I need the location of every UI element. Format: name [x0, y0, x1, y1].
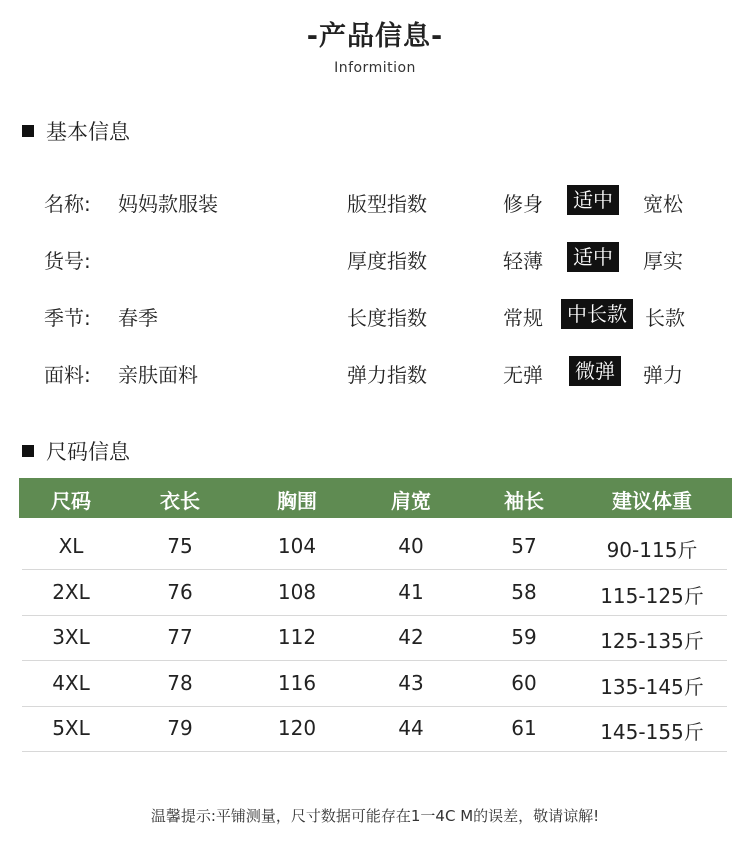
table-row — [22, 661, 727, 707]
column-header: 建议体重 — [612, 489, 692, 513]
table-cell: 58 — [511, 579, 537, 604]
size-info-heading — [22, 436, 130, 466]
table-cell: XL — [58, 534, 84, 558]
table-cell: 5XL — [52, 716, 90, 740]
table-cell: 75 — [167, 534, 193, 558]
info-row — [0, 182, 750, 222]
column-header: 胸围 — [277, 489, 317, 513]
index-option-selected: 适中 — [567, 185, 619, 215]
square-bullet-icon — [22, 445, 34, 457]
info-value: 亲肤面料 — [118, 363, 198, 387]
index-option-selected: 适中 — [567, 242, 619, 272]
index-option: 厚实 — [643, 249, 683, 273]
info-label: 名称: — [44, 192, 91, 216]
table-cell: 112 — [277, 625, 317, 649]
column-header: 肩宽 — [391, 489, 431, 513]
index-option: 长款 — [645, 306, 685, 330]
table-cell: 43 — [398, 670, 424, 695]
index-option: 宽松 — [643, 192, 683, 216]
table-cell: 57 — [511, 534, 537, 558]
table-cell: 3XL — [52, 625, 90, 649]
size-info-heading-text: 尺码信息 — [46, 440, 130, 464]
table-cell: 116 — [277, 670, 317, 695]
table-cell: 44 — [398, 716, 424, 740]
square-bullet-icon — [22, 125, 34, 137]
info-row — [0, 239, 750, 279]
index-option: 常规 — [503, 306, 543, 330]
table-cell: 40 — [398, 534, 424, 558]
table-cell: 104 — [277, 534, 317, 558]
info-label: 货号: — [44, 249, 91, 273]
table-cell: 125-135斤 — [600, 629, 704, 653]
table-cell: 120 — [277, 716, 317, 740]
basic-info-heading — [22, 116, 130, 146]
column-header: 袖长 — [504, 489, 544, 513]
table-cell: 78 — [167, 670, 193, 695]
info-label: 面料: — [44, 363, 91, 387]
table-cell: 135-145斤 — [600, 674, 704, 699]
info-value: 妈妈款服装 — [118, 192, 218, 216]
index-label: 版型指数 — [347, 192, 427, 216]
column-header: 衣长 — [160, 489, 200, 513]
table-row — [22, 570, 727, 616]
table-cell: 115-125斤 — [600, 583, 704, 608]
table-cell: 90-115斤 — [606, 538, 698, 562]
info-row — [0, 296, 750, 336]
index-option-selected: 微弹 — [569, 356, 621, 386]
index-option: 无弹 — [503, 363, 543, 387]
table-row — [22, 524, 727, 570]
info-row — [0, 353, 750, 393]
table-row — [22, 706, 727, 752]
table-cell: 108 — [277, 579, 317, 604]
index-option: 弹力 — [643, 363, 683, 387]
table-cell: 4XL — [52, 670, 90, 695]
table-cell: 59 — [511, 625, 537, 649]
index-option-selected: 中长款 — [561, 299, 633, 329]
index-label: 弹力指数 — [347, 363, 427, 387]
index-label: 长度指数 — [347, 306, 427, 330]
page-title: -产品信息- — [306, 21, 444, 52]
table-cell: 79 — [167, 716, 193, 740]
table-cell: 2XL — [52, 579, 90, 604]
info-value: 春季 — [118, 306, 158, 330]
table-row — [22, 615, 727, 661]
table-cell: 61 — [511, 716, 537, 740]
table-cell: 60 — [511, 670, 537, 695]
table-cell: 41 — [398, 579, 424, 604]
column-header: 尺码 — [51, 489, 91, 513]
info-label: 季节: — [44, 306, 91, 330]
table-cell: 42 — [398, 625, 424, 649]
table-cell: 77 — [167, 625, 193, 649]
basic-info-heading-text: 基本信息 — [46, 120, 130, 144]
table-cell: 145-155斤 — [600, 720, 704, 744]
index-option: 修身 — [503, 192, 543, 216]
index-option: 轻薄 — [503, 249, 543, 273]
table-cell: 76 — [167, 579, 193, 604]
page-subtitle: Informition — [334, 60, 416, 76]
index-label: 厚度指数 — [347, 249, 427, 273]
footer-note: 温馨提示:平铺测量，尺寸数据可能存在1一4C M的误差，敬请谅解! — [150, 807, 600, 825]
size-table-header — [19, 478, 732, 518]
